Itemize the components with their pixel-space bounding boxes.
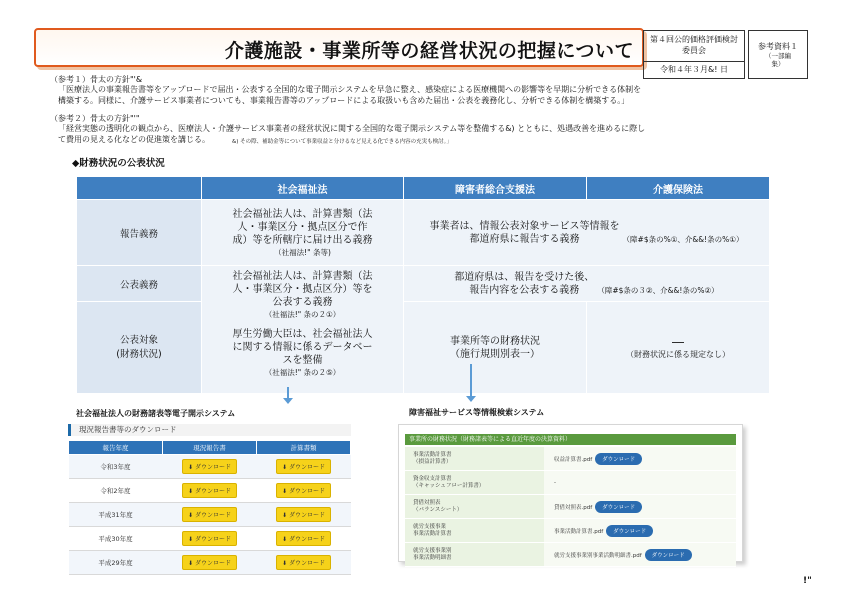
note-2-heading: （参考２）骨太の方針"'" bbox=[50, 114, 140, 123]
shogai-target-text: 事業所等の財務状況 （施行規則別表一） bbox=[450, 335, 540, 360]
reference-label: 参考資料１ bbox=[758, 42, 798, 51]
kaigo-target-dash: ― bbox=[672, 335, 684, 349]
doc-label: 事業活動計算書 （損益計算書） bbox=[405, 447, 544, 471]
right-system-screenshot bbox=[398, 424, 743, 562]
merged-publish-text: 都道府県は、報告を受けた後、 報告内容を公表する義務 bbox=[454, 271, 595, 296]
doc-label: 資金収支計算書 （キャッシュフロー計算書） bbox=[405, 471, 544, 495]
shakai-report-note: （社福法!" 条等) bbox=[274, 247, 331, 257]
doc-file: 収益計算書.pdf bbox=[554, 456, 593, 463]
doc-label: 就労支援事業別 事業活動明細書 bbox=[405, 543, 544, 567]
download-tab[interactable]: 現況報告書等のダウンロード bbox=[68, 424, 351, 436]
header-shakai: 社会福祉法 bbox=[202, 177, 404, 200]
year-cell: 令和3年度 bbox=[69, 455, 163, 479]
merged-publish-cell bbox=[404, 266, 770, 302]
doc-file: 事業活動計算書.pdf bbox=[554, 528, 604, 535]
download-button[interactable]: ⬇ ダウンロード bbox=[276, 555, 331, 570]
shakai-mhlw-text: 厚生労働大臣は、社会福祉法人 に関する情報に係るデータベー スを整備 bbox=[232, 329, 373, 366]
col-year: 報告年度 bbox=[69, 441, 163, 455]
download-icon: ⬇ bbox=[282, 464, 289, 471]
row-label-publish: 公表義務 bbox=[77, 266, 202, 302]
doc-file: 貸借対照表.pdf bbox=[554, 504, 593, 511]
table-row bbox=[69, 551, 351, 575]
shakai-publish-note: （社福法!" 条の２①） bbox=[264, 310, 341, 319]
download-icon: ⬇ bbox=[188, 488, 195, 495]
merged-report-text: 事業者は、情報公表対象サービス等情報を 都道府県に報告する義務 bbox=[429, 220, 620, 245]
download-button[interactable]: ⬇ ダウンロード bbox=[182, 555, 237, 570]
note-2-footnote: &) その際、補助金等について事業収益と分けるなど見える化できる内容の充実も検討。」 bbox=[232, 139, 452, 145]
kaigo-target-note: （財務状況に係る規定なし） bbox=[626, 350, 730, 359]
arrow-right-head bbox=[466, 396, 476, 402]
year-cell: 令和2年度 bbox=[69, 479, 163, 503]
table-row bbox=[405, 519, 736, 543]
header-empty bbox=[77, 177, 202, 200]
financial-disclosure-table bbox=[76, 176, 770, 394]
arrow-left-head bbox=[283, 398, 293, 404]
left-system-title: 社会福祉法人の財務諸表等電子開示システム bbox=[76, 409, 236, 418]
doc-file: - bbox=[554, 479, 556, 486]
section-title: ◆財務状況の公表状況 bbox=[72, 158, 165, 169]
kaigo-target-cell bbox=[587, 302, 770, 394]
download-button[interactable]: ⬇ ダウンロード bbox=[276, 483, 331, 498]
shakai-report-text: 社会福祉法人は、計算書類（法 人・事業区分・拠点区分で作 成）等を所轄庁に届け出る義務 bbox=[232, 208, 373, 246]
right-system-title: 障害福祉サービス等情報検索システム bbox=[409, 408, 545, 417]
meeting-info-box bbox=[643, 30, 745, 79]
download-button[interactable]: ダウンロード bbox=[606, 525, 653, 537]
row-label-target: 公表対象 (財務状況) bbox=[77, 302, 202, 394]
download-icon: ⬇ bbox=[282, 560, 289, 567]
table-row bbox=[405, 495, 736, 519]
reference-sub: （一部編 集） bbox=[765, 52, 791, 68]
table-row bbox=[405, 543, 736, 567]
page-title: 介護施設・事業所等の経営状況の把握について bbox=[224, 40, 634, 62]
meeting-name-line2: 委員会 bbox=[682, 46, 706, 55]
year-cell: 平成30年度 bbox=[69, 527, 163, 551]
doc-file: 就労支援事業別事業活動明細書.pdf bbox=[554, 552, 642, 559]
table-row bbox=[69, 527, 351, 551]
download-button[interactable]: ⬇ ダウンロード bbox=[276, 531, 331, 546]
arrow-right-shaft bbox=[470, 364, 472, 398]
left-system-screenshot bbox=[68, 424, 351, 567]
download-icon: ⬇ bbox=[282, 512, 289, 519]
page-number: !" bbox=[803, 576, 812, 586]
download-button[interactable]: ⬇ ダウンロード bbox=[276, 507, 331, 522]
table-row bbox=[405, 447, 736, 471]
meeting-name-line1: 第４回公的価格評価検討 bbox=[650, 35, 738, 44]
shogai-target-cell bbox=[404, 302, 587, 394]
note-1-body: 「医療法人の事業報告書等をアップロードで届出・公表する全国的な電子開示システムを早急に整え、感染症による医療機関への影響等を早期に分析できる体制を 構築する。同様に、介護サービス事業者についても、事業報告書等のアップロードによる取扱いも含めた届出・公表を義務化し、分析できる体制を構築する。」 bbox=[58, 85, 642, 105]
download-button[interactable]: ⬇ ダウンロード bbox=[182, 507, 237, 522]
shakai-report-cell bbox=[202, 200, 404, 266]
download-button[interactable]: ⬇ ダウンロード bbox=[182, 483, 237, 498]
table-row bbox=[405, 471, 736, 495]
row-label-report: 報告義務 bbox=[77, 200, 202, 266]
shakai-publish-cell bbox=[202, 266, 404, 394]
financial-docs-table bbox=[405, 447, 736, 567]
year-cell: 平成29年度 bbox=[69, 551, 163, 575]
download-button[interactable]: ⬇ ダウンロード bbox=[182, 531, 237, 546]
download-icon: ⬇ bbox=[188, 560, 195, 567]
merged-publish-note: （障#$条の３②、介&&!条の%②） bbox=[597, 285, 719, 295]
shakai-publish-text: 社会福祉法人は、計算書類（法 人・事業区分・拠点区分）等を 公表する義務 bbox=[232, 271, 373, 308]
merged-report-cell bbox=[404, 200, 770, 266]
table-row bbox=[69, 479, 351, 503]
doc-label: 就労支援事業 事業活動計算書 bbox=[405, 519, 544, 543]
download-icon: ⬇ bbox=[188, 512, 195, 519]
download-button[interactable]: ⬇ ダウンロード bbox=[276, 459, 331, 474]
download-table bbox=[68, 440, 351, 575]
shakai-mhlw-note: （社福法!" 条の２⑤） bbox=[264, 368, 341, 377]
meeting-date: 令和４年３月&! 日 bbox=[660, 65, 728, 74]
col-accounts: 計算書類 bbox=[257, 441, 351, 455]
year-cell: 平成31年度 bbox=[69, 503, 163, 527]
note-1-heading: （参考１）骨太の方針"'& bbox=[50, 75, 143, 84]
download-icon: ⬇ bbox=[188, 536, 195, 543]
download-icon: ⬇ bbox=[282, 536, 289, 543]
download-button[interactable]: ⬇ ダウンロード bbox=[182, 459, 237, 474]
download-icon: ⬇ bbox=[188, 464, 195, 471]
header-kaigo: 介護保険法 bbox=[587, 177, 770, 200]
table-row bbox=[69, 455, 351, 479]
table-row bbox=[69, 503, 351, 527]
financial-status-header: 事業所の財務状況（財務諸表等による直近年度の決算資料） bbox=[405, 434, 736, 445]
header-shogai: 障害者総合支援法 bbox=[404, 177, 587, 200]
col-report: 現況報告書 bbox=[163, 441, 257, 455]
download-button[interactable]: ダウンロード bbox=[595, 453, 642, 465]
note-2-body: 「経営実態の透明化の観点から、医療法人・介護サービス事業者の経営状況に関する全国的な電子開示システム等を整備する&) とともに、処遇改善を進めるに際し て費用の見える化などの促進策を講じる。 bbox=[58, 124, 646, 144]
merged-report-note: （障#$条の%①、介&&!条の%①） bbox=[622, 234, 744, 244]
doc-label: 貸借対照表 （バランスシート） bbox=[405, 495, 544, 519]
download-button[interactable]: ダウンロード bbox=[595, 501, 642, 513]
title-banner bbox=[34, 28, 644, 67]
reference-box bbox=[748, 30, 808, 79]
download-icon: ⬇ bbox=[282, 488, 289, 495]
download-button[interactable]: ダウンロード bbox=[645, 549, 692, 561]
